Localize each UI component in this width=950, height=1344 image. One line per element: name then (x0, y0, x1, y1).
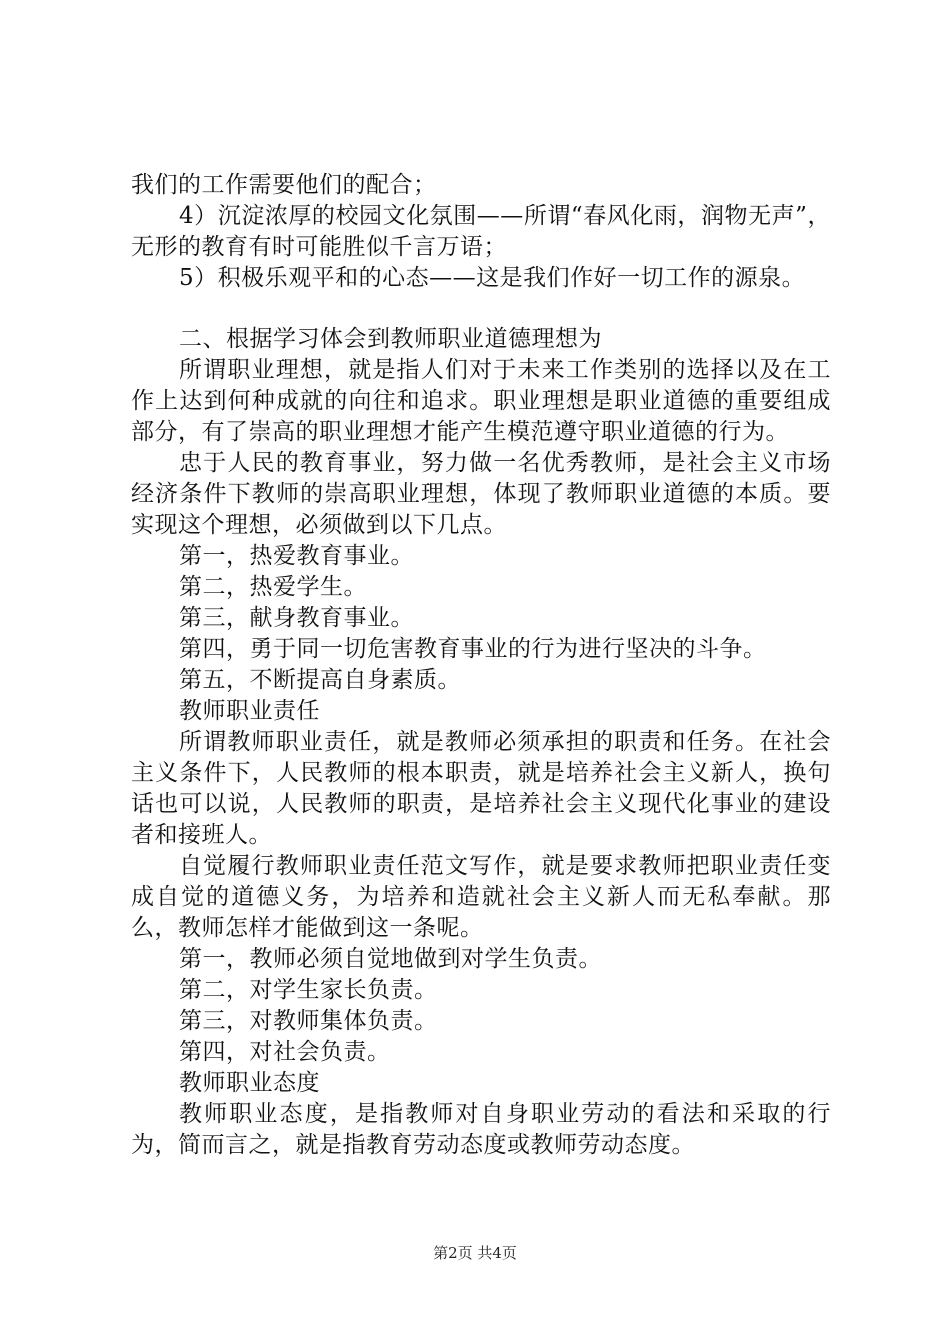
responsibility-point-1: 第一，教师必须自觉地做到对学生负责。 (179, 946, 602, 972)
paragraph-responsibility: 所谓教师职业责任，就是教师必须承担的职责和任务。在社会主义条件下，人民教师的根本职责，就是培养社会主义新人，换句话也可以说，人民教师的职责，是培养社会主义现代化事业的建设者和接班人。 (131, 729, 831, 848)
section-heading-2: 二、根据学习体会到教师职业道德理想为 (179, 326, 602, 352)
ideal-point-4: 第四，勇于同一切危害教育事业的行为进行坚决的斗争。 (179, 636, 767, 662)
paragraph-continuation: 我们的工作需要他们的配合； (131, 172, 437, 198)
document-body (131, 170, 831, 1161)
responsibility-point-2: 第二，对学生家长负责。 (179, 977, 438, 1003)
subheading-responsibility: 教师职业责任 (179, 698, 320, 724)
paragraph-career-ideal: 所谓职业理想，就是指人们对于未来工作类别的选择以及在工作上达到何种成就的向往和追求。职业理想是职业道德的重要组成部分，有了崇高的职业理想才能产生模范遵守职业道德的行为。 (131, 357, 831, 445)
paragraph-attitude: 教师职业态度，是指教师对自身职业劳动的看法和采取的行为，简而言之，就是指教育劳动态度或教师劳动态度。 (131, 1101, 831, 1158)
ideal-point-5: 第五，不断提高自身素质。 (179, 667, 461, 693)
page-number-footer: 第2页 共4页 (433, 1244, 517, 1262)
list-item-5: 5）积极乐观平和的心态——这是我们作好一切工作的源泉。 (179, 265, 806, 291)
responsibility-point-4: 第四，对社会负责。 (179, 1039, 391, 1065)
ideal-point-1: 第一，热爱教育事业。 (179, 543, 414, 569)
paragraph-loyal-education: 忠于人民的教育事业，努力做一名优秀教师，是社会主义市场经济条件下教师的崇高职业理想，体现了教师职业道德的本质。要实现这个理想，必须做到以下几点。 (131, 450, 831, 538)
subheading-attitude: 教师职业态度 (179, 1070, 320, 1096)
list-item-4: 4）沉淀浓厚的校园文化氛围——所谓“春风化雨，润物无声”，无形的教育有时可能胜似千言万语； (131, 203, 831, 260)
ideal-point-3: 第三，献身教育事业。 (179, 605, 414, 631)
paragraph-fulfill-responsibility: 自觉履行教师职业责任范文写作，就是要求教师把职业责任变成自觉的道德义务，为培养和造就社会主义新人而无私奉献。那么，教师怎样才能做到这一条呢。 (131, 853, 831, 941)
responsibility-point-3: 第三，对教师集体负责。 (179, 1008, 438, 1034)
ideal-point-2: 第二，热爱学生。 (179, 574, 367, 600)
